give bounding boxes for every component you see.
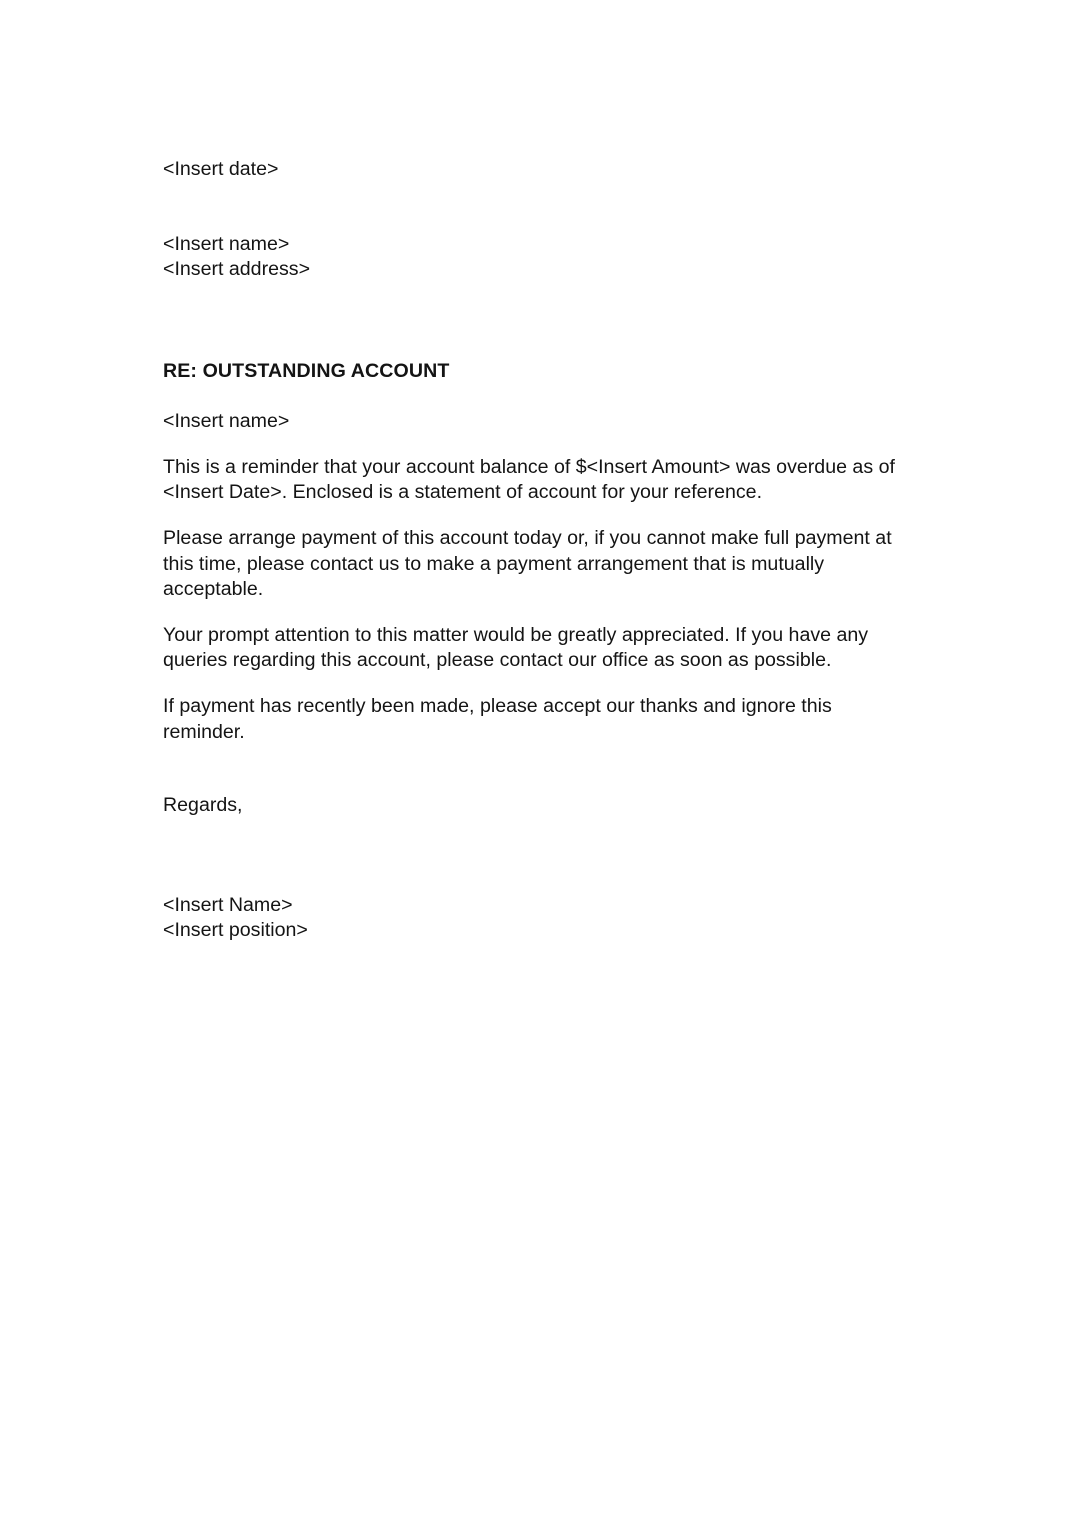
closing-line [163, 793, 915, 818]
recipient-name: <Insert name> [163, 233, 290, 256]
body-paragraph-4: If payment has recently been made, please accept our thanks and ignore this reminder. [163, 695, 832, 743]
recipient-block [163, 232, 915, 282]
signature-position: <Insert position> [163, 919, 308, 942]
signature-block [163, 893, 915, 943]
salutation-text: <Insert name> [163, 409, 290, 432]
letter-body [163, 157, 915, 943]
date-placeholder: <Insert date> [163, 158, 279, 180]
date-block [163, 157, 915, 182]
signature-name: <Insert Name> [163, 894, 293, 917]
recipient-address: <Insert address> [163, 258, 311, 281]
body-paragraph-1: This is a reminder that your account balance of $<Insert Amount> was overdue as of <Insert Date>. Enclosed is a statement of account for your reference. [163, 456, 895, 504]
body-paragraph-2: Please arrange payment of this account today or, if you cannot make full payment at this time, please contact us to make a payment arrangement that is mutually acceptable. [163, 527, 892, 600]
body-paragraph-3: Your prompt attention to this matter would be greatly appreciated. If you have any queries regarding this account, please contact our office as soon as possible. [163, 624, 869, 672]
salutation [163, 409, 915, 434]
subject-heading-text: RE: OUTSTANDING ACCOUNT [163, 359, 450, 382]
subject-heading [163, 359, 915, 384]
closing-text: Regards, [163, 793, 243, 816]
